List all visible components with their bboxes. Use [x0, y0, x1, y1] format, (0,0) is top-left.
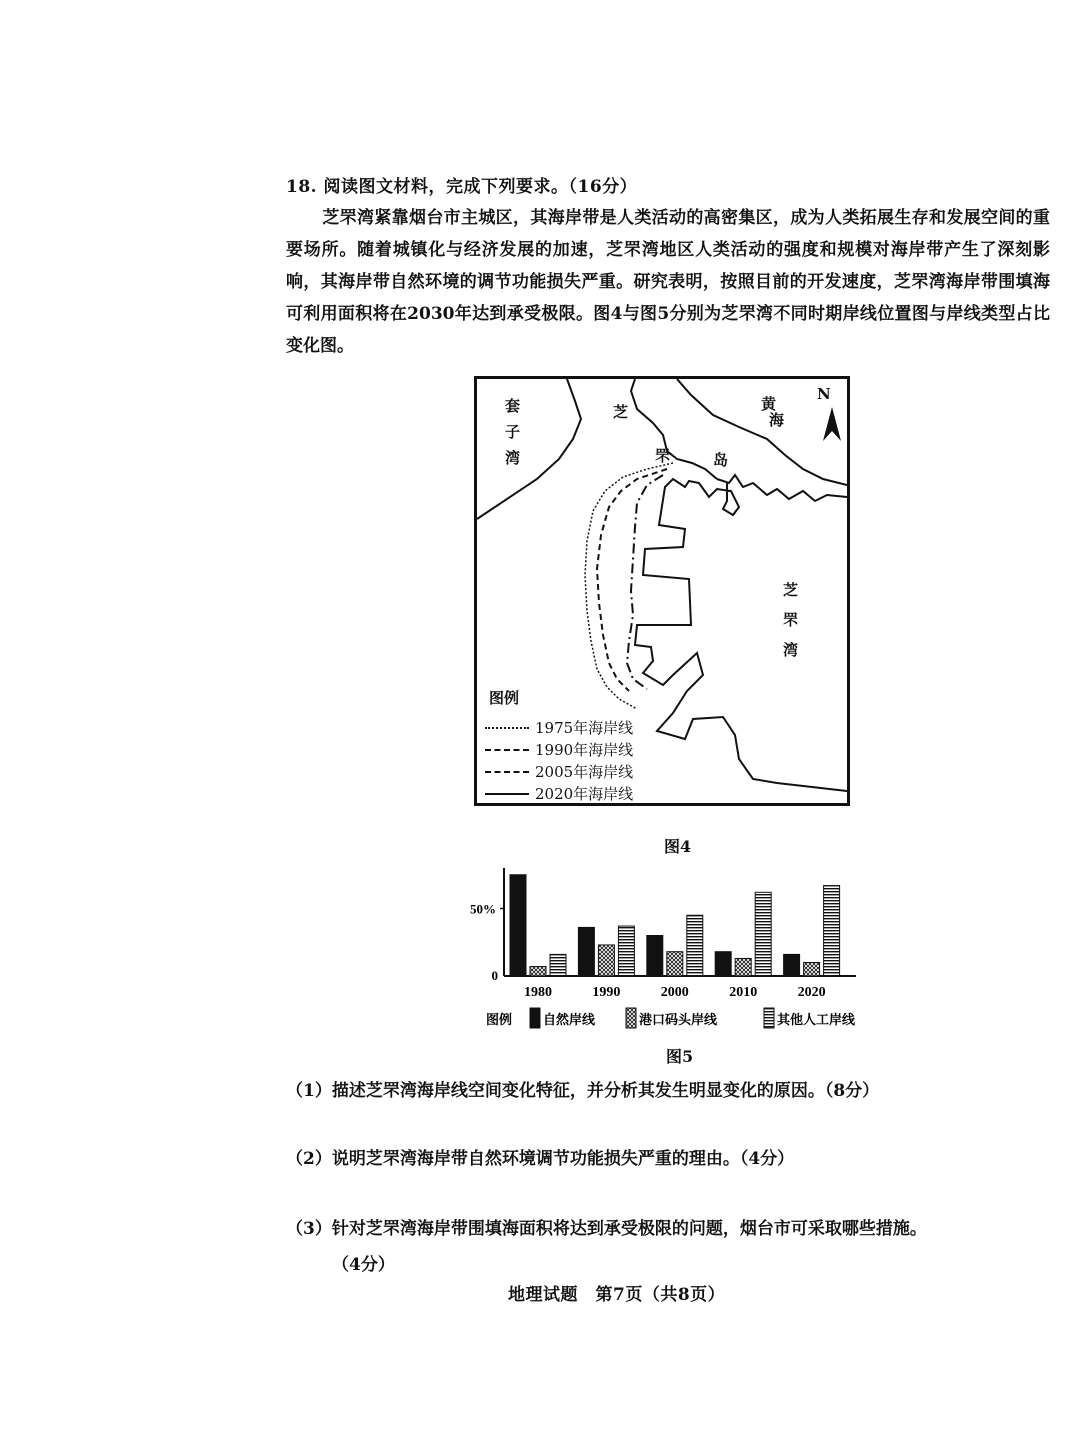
- bar-1980-1: [530, 967, 546, 976]
- figure5-caption: 图5: [666, 1047, 694, 1066]
- bar-2020-2: [824, 886, 840, 976]
- coastline-map: [474, 376, 850, 806]
- bar-2010-0: [715, 952, 731, 976]
- label-zhifu: 芝: [613, 403, 629, 421]
- legend-line-2020: [485, 793, 529, 795]
- legend-label-2005: 2005年海岸线: [535, 763, 634, 781]
- y-tick-label-0: 0: [491, 968, 498, 983]
- legend-label-1990: 1990年海岸线: [535, 741, 634, 759]
- label-huang: 黄: [761, 395, 777, 413]
- x-tick-label-1980: 1980: [524, 985, 552, 1000]
- bar-1990-0: [578, 927, 594, 976]
- bar-2000-1: [667, 952, 683, 976]
- bar-1980-2: [550, 954, 566, 976]
- legend-label-series-0: 自然岸线: [543, 1013, 596, 1028]
- map-legend-title: 图例: [489, 689, 520, 707]
- north-arrow-icon: [823, 407, 841, 441]
- label-hai: 海: [769, 411, 785, 429]
- label-taozi: 套子湾: [505, 397, 521, 467]
- page-footer: 地理试题 第7页（共8页）: [508, 1285, 726, 1305]
- question-paragraph: [286, 202, 1050, 362]
- legend-label-1975: 1975年海岸线: [535, 719, 634, 737]
- bar-2000-2: [687, 915, 703, 976]
- legend-swatch-1: [626, 1008, 636, 1028]
- left-coast: [477, 379, 581, 519]
- legend-1990: [485, 739, 633, 760]
- island-south-coast: [717, 475, 847, 501]
- bar-1990-1: [598, 945, 614, 976]
- sub-question-3: （3）针对芝罘湾海岸带围填海面积将达到承受极限的问题，烟台市可采取哪些措施。: [286, 1219, 927, 1239]
- bar-2020-1: [804, 963, 820, 977]
- y-tick-label-50: 50%: [470, 901, 496, 917]
- coast-2005: [627, 475, 663, 689]
- label-fu: 罘: [655, 447, 671, 465]
- coastline-type-chart: [464, 858, 874, 1034]
- x-tick-label-2000: 2000: [660, 985, 689, 1000]
- island-north-coast: [631, 379, 717, 479]
- legend-1975: [485, 717, 633, 738]
- legend-label-series-1: 港口码头岸线: [639, 1013, 718, 1028]
- legend-line-1990: [485, 749, 529, 751]
- label-island: 岛: [713, 451, 729, 469]
- x-tick-label-2010: 2010: [729, 985, 758, 1000]
- paragraph-text: 芝罘湾紧靠烟台市主城区，其海岸带是人类活动的高密集区，成为人类拓展生存和发展空间的重要场所。随着城镇化与经济发展的加速，芝罘湾地区人类活动的强度和规模对海岸带产生了深刻影响，其海岸带自然环境的调节功能损失严重。研究表明，按照目前的开发速度，芝罘湾海岸带围填海可利用面积将在2030年达到承受极限。图4与图5分别为芝罘湾不同时期岸线位置图与岸线类型占比变化图。: [286, 208, 1050, 356]
- bar-1980-0: [510, 875, 526, 976]
- question-title: 18. 阅读图文材料，完成下列要求。（16分）: [286, 177, 638, 197]
- coast-1990: [597, 469, 667, 691]
- sub-question-2: （2）说明芝罘湾海岸带自然环境调节功能损失严重的理由。（4分）: [286, 1149, 795, 1169]
- bar-1990-2: [618, 926, 634, 976]
- label-bay: 芝罘湾: [783, 581, 799, 659]
- legend-swatch-0: [530, 1008, 540, 1028]
- label-north: N: [817, 385, 831, 403]
- bar-2010-2: [755, 892, 771, 976]
- legend-line-1975: [485, 727, 529, 729]
- x-tick-label-1990: 1990: [592, 985, 621, 1000]
- sub-question-1: （1）描述芝罘湾海岸线空间变化特征，并分析其发生明显变化的原因。（8分）: [286, 1081, 880, 1101]
- legend-2005: [485, 761, 633, 782]
- legend-swatch-2: [764, 1008, 774, 1028]
- bar-2020-0: [784, 954, 800, 976]
- sub-question-3-points: （4分）: [332, 1255, 395, 1275]
- figure4-caption: 图4: [664, 837, 692, 856]
- coast-2020: [635, 479, 847, 791]
- bar-2000-0: [647, 936, 663, 977]
- chart-legend-title: 图例: [486, 1013, 513, 1028]
- legend-label-2020: 2020年海岸线: [535, 785, 634, 803]
- x-tick-label-2020: 2020: [797, 985, 826, 1000]
- legend-label-series-2: 其他人工岸线: [777, 1013, 856, 1028]
- bar-2010-1: [735, 958, 751, 976]
- legend-2020: [485, 783, 633, 804]
- legend-line-2005: [485, 771, 529, 773]
